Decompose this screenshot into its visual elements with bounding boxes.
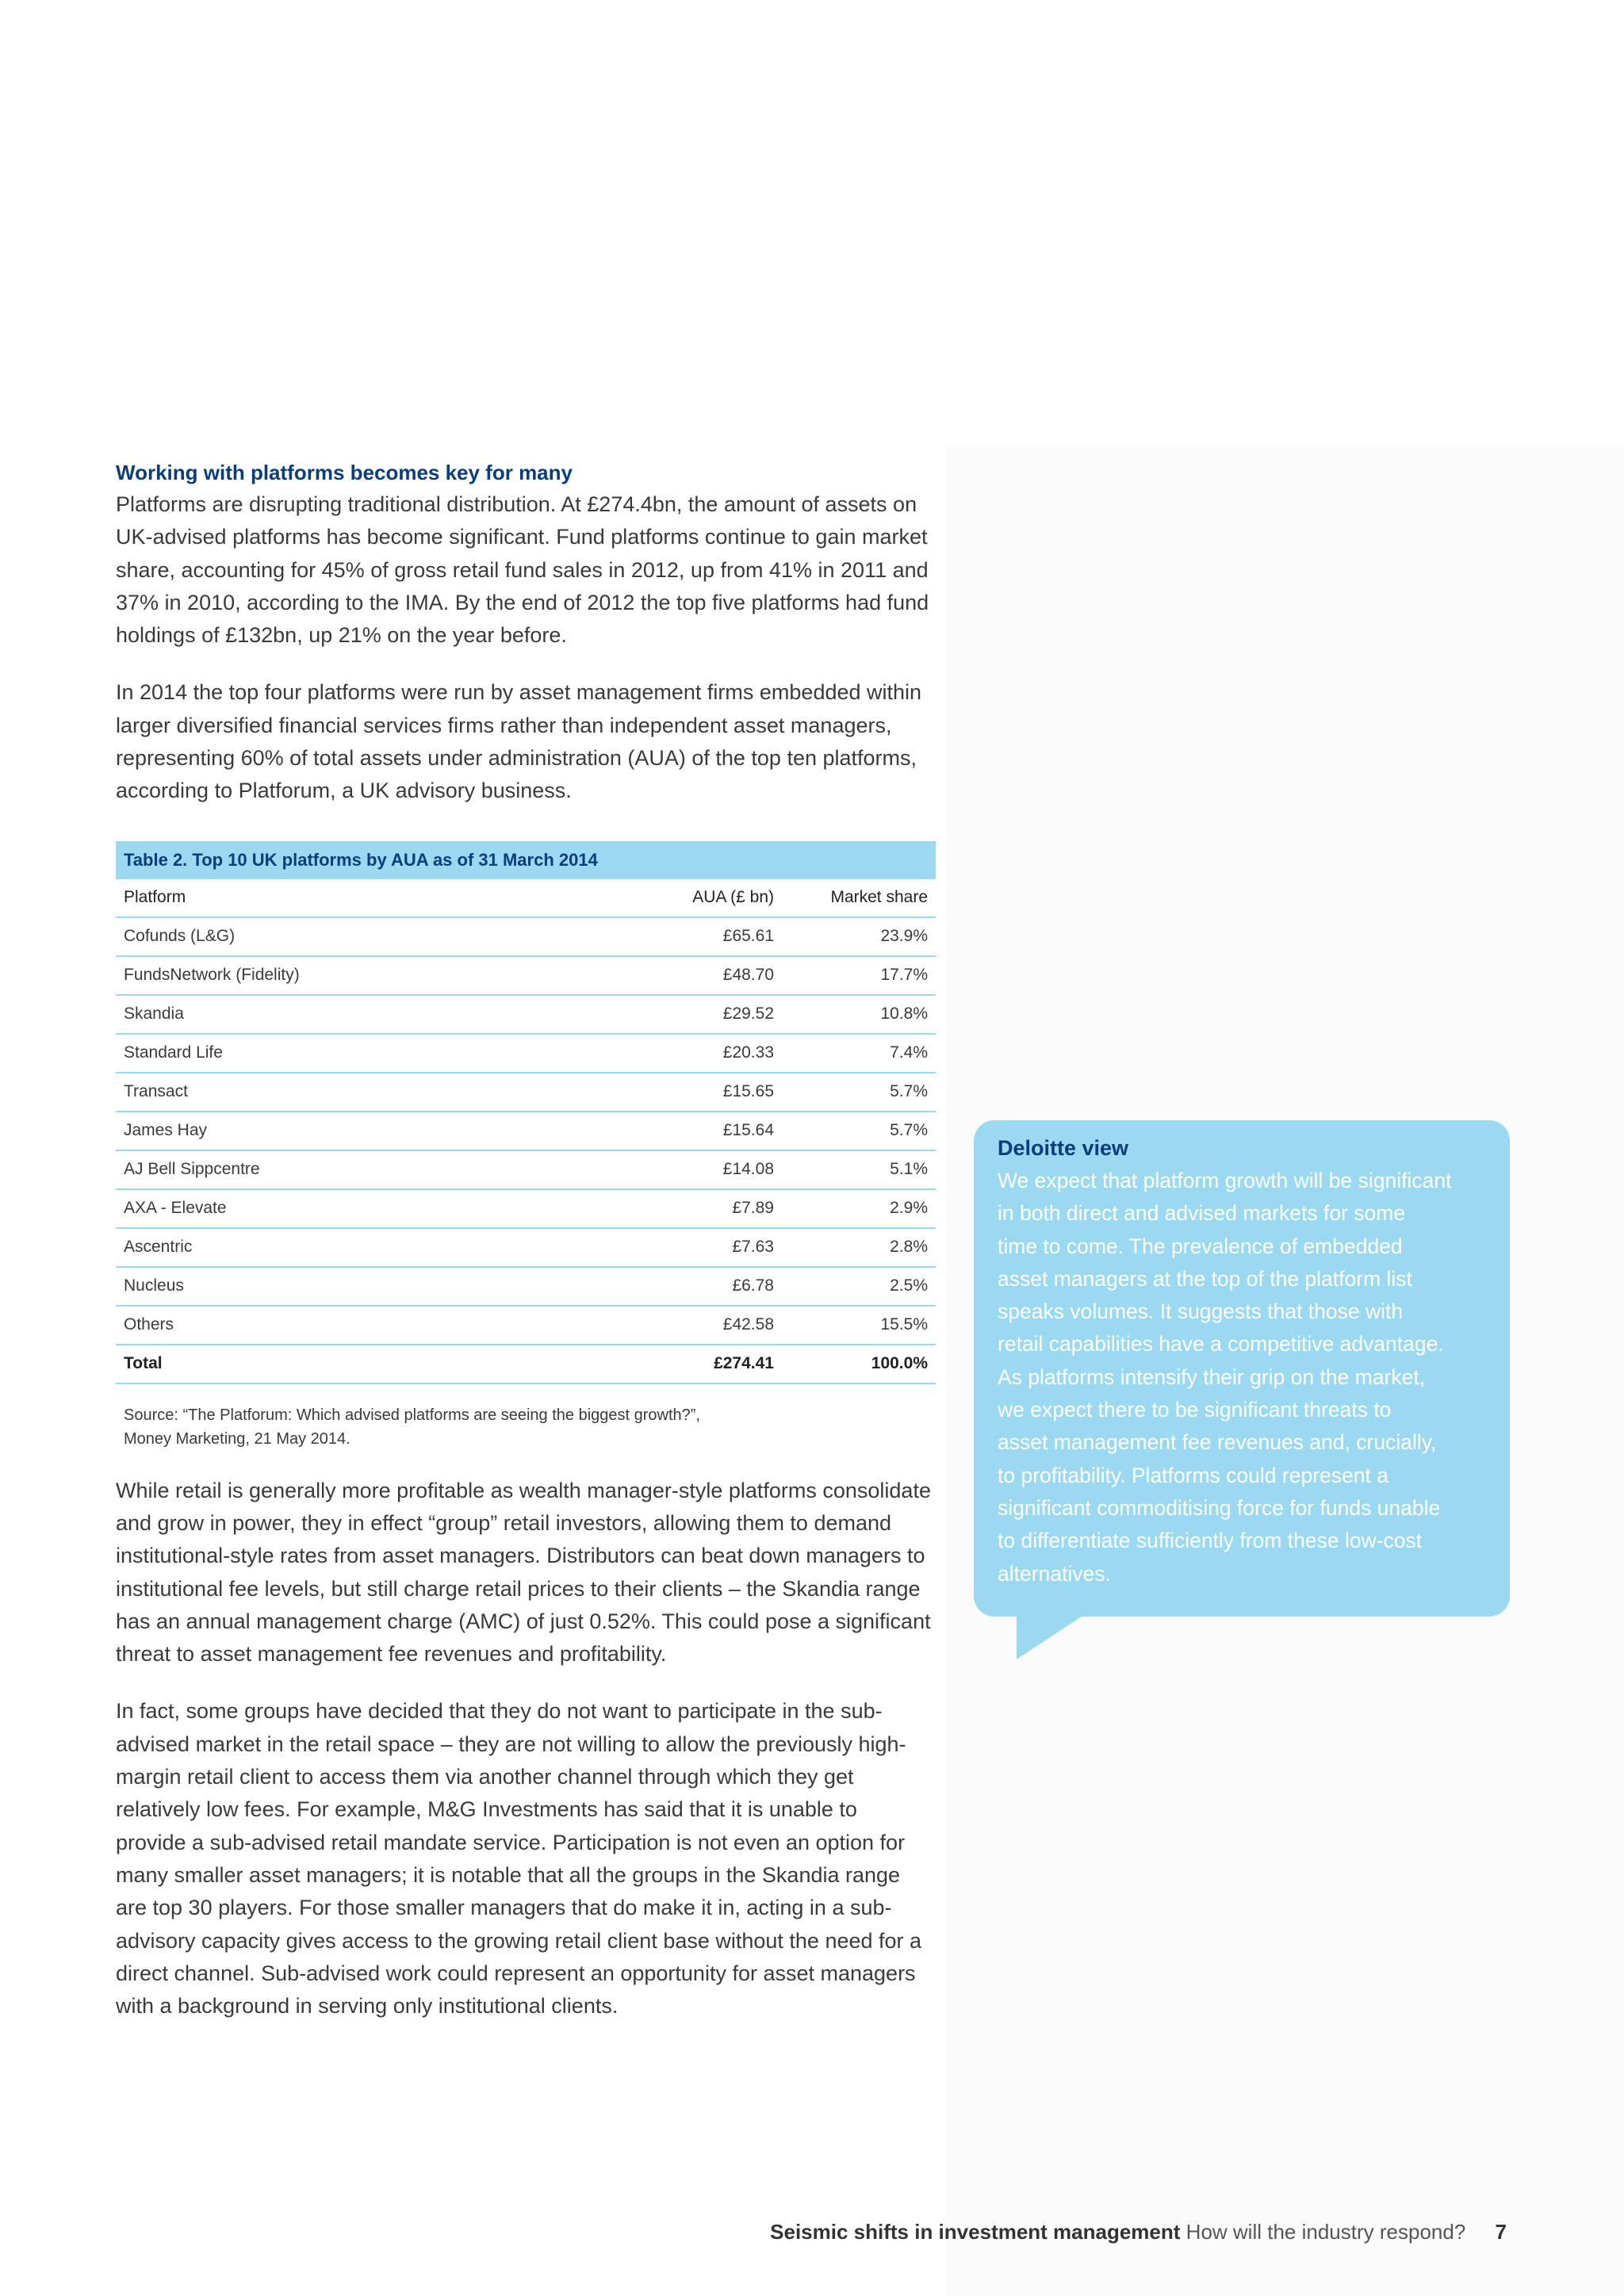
cell-platform: FundsNetwork (Fidelity): [116, 956, 639, 995]
table-row: [116, 1267, 936, 1306]
cell-aua: £48.70: [639, 956, 782, 995]
cell-platform: Nucleus: [116, 1267, 639, 1306]
callout-tail: [1017, 1617, 1082, 1659]
cell-share: 5.7%: [782, 1112, 936, 1150]
footer-title: Seismic shifts in investment management: [770, 2220, 1181, 2244]
cell-aua: £15.64: [639, 1112, 782, 1150]
callout-line: in both direct and advised markets for some: [998, 1201, 1406, 1226]
cell-platform: Total: [116, 1345, 639, 1383]
callout-line: time to come. The prevalence of embedded: [998, 1234, 1403, 1258]
cell-share: 5.7%: [782, 1073, 936, 1112]
main-column: [116, 457, 933, 2047]
table-grid: [116, 879, 936, 1384]
callout-line: As platforms intensify their grip on the market,: [998, 1364, 1426, 1389]
table-row: [116, 1306, 936, 1345]
table-row: [116, 1034, 936, 1073]
cell-platform: Others: [116, 1306, 639, 1345]
table-row: [116, 1228, 936, 1267]
table-row: [116, 917, 936, 956]
source-line-1: Source: “The Platforum: Which advised platforms are seeing the biggest growth?”,: [124, 1406, 701, 1424]
callout-line: speaks volumes. It suggests that those with: [998, 1299, 1404, 1324]
table-header-row: [116, 879, 936, 917]
section-heading: Working with platforms becomes key for many: [116, 461, 573, 484]
page-number: 7: [1495, 2220, 1507, 2244]
cell-platform: AJ Bell Sippcentre: [116, 1150, 639, 1189]
cell-share: 10.8%: [782, 995, 936, 1034]
header-aua: AUA (£ bn): [639, 879, 782, 917]
cell-platform: James Hay: [116, 1112, 639, 1150]
body-paragraph-4: In fact, some groups have decided that they do not want to participate in the sub-advised market in the retail space – they are not willing to allow the previously high-margin retail client to access them via another channel through which they get relatively low fees. For example, M&G Investments has said that it is unable to provide a sub-advised retail mandate service. Participation is not even an option for many smaller asset managers; it is notable that all the groups in the Skandia range are top 30 players. For those smaller managers that do make it in, acting in a sub-advisory capacity gives access to the growing retail client base without the need for a direct channel. Sub-advised work could represent an opportunity for asset managers with a background in serving only institutional clients.: [116, 1699, 922, 2019]
cell-aua: £29.52: [639, 995, 782, 1034]
source-line-2: Money Marketing, 21 May 2014.: [124, 1429, 350, 1448]
body-paragraph-2: In 2014 the top four platforms were run by asset management firms embedded within larger diversified financial services firms rather than independent asset managers, representing 60% of total assets under administration (AUA) of the top ten platforms, according to Platforum, a UK advisory business.: [116, 680, 922, 803]
deloitte-view-callout: [974, 1120, 1510, 1617]
table-row: [116, 995, 936, 1034]
page-footer: [770, 2220, 1507, 2244]
callout-line: we expect there to be significant threats to: [998, 1398, 1392, 1422]
cell-aua: £65.61: [639, 917, 782, 956]
header-market-share: Market share: [782, 879, 936, 917]
cell-platform: Cofunds (L&G): [116, 917, 639, 956]
callout-line: significant commoditising force for funds unable: [998, 1495, 1441, 1520]
cell-aua: £7.63: [639, 1228, 782, 1267]
cell-platform: AXA - Elevate: [116, 1189, 639, 1228]
cell-aua: £7.89: [639, 1189, 782, 1228]
cell-share: 17.7%: [782, 956, 936, 995]
callout-title: Deloitte view: [998, 1136, 1129, 1160]
cell-share: 2.5%: [782, 1267, 936, 1306]
header-platform: Platform: [116, 879, 639, 917]
table-source: [116, 1403, 936, 1451]
cell-share: 15.5%: [782, 1306, 936, 1345]
callout-text: [998, 1165, 1486, 1590]
cell-platform: Ascentric: [116, 1228, 639, 1267]
cell-share: 5.1%: [782, 1150, 936, 1189]
table-row: [116, 956, 936, 995]
cell-share: 100.0%: [782, 1345, 936, 1383]
table-row: [116, 1150, 936, 1189]
cell-aua: £42.58: [639, 1306, 782, 1345]
table-total-row: [116, 1345, 936, 1383]
callout-line: We expect that platform growth will be significant: [998, 1169, 1452, 1192]
cell-share: 2.9%: [782, 1189, 936, 1228]
table-row: [116, 1073, 936, 1112]
body-paragraph-1: Platforms are disrupting traditional distribution. At £274.4bn, the amount of assets on UK-advised platforms has become significant. Fund platforms continue to gain market share, accounting for 45% of gross retail fund sales in 2012, up from 41% in 2011 and 37% in 2010, according to the IMA. By the end of 2012 the top five platforms had fund holdings of £132bn, up 21% on the year before.: [116, 492, 929, 648]
callout-line: retail capabilities have a competitive advantage.: [998, 1332, 1444, 1357]
cell-share: 2.8%: [782, 1228, 936, 1267]
cell-platform: Skandia: [116, 995, 639, 1034]
cell-platform: Standard Life: [116, 1034, 639, 1073]
cell-share: 7.4%: [782, 1034, 936, 1073]
cell-platform: Transact: [116, 1073, 639, 1112]
body-paragraph-3: While retail is generally more profitable as wealth manager-style platforms consolidate and grow in power, they in effect “group” retail investors, allowing them to demand institutional-style rates from asset managers. Distributors can beat down managers to institutional fee levels, but still charge retail prices to their clients – the Skandia range has an annual management charge (AMC) of just 0.52%. This could pose a significant threat to asset management fee revenues and profitability.: [116, 1478, 931, 1667]
cell-share: 23.9%: [782, 917, 936, 956]
footer-subtitle: How will the industry respond?: [1185, 2220, 1466, 2244]
callout-line: asset management fee revenues and, crucially,: [998, 1430, 1437, 1455]
platforms-table: [116, 841, 936, 1451]
callout-line: asset managers at the top of the platform list: [998, 1266, 1412, 1291]
callout-line: alternatives.: [998, 1561, 1111, 1586]
cell-aua: £6.78: [639, 1267, 782, 1306]
table-row: [116, 1189, 936, 1228]
callout-line: to differentiate sufficiently from these low-cost: [998, 1529, 1423, 1553]
table-title: Table 2. Top 10 UK platforms by AUA as of 31 March 2014: [116, 841, 936, 879]
cell-aua: £15.65: [639, 1073, 782, 1112]
table-row: [116, 1112, 936, 1150]
callout-line: to profitability. Platforms could represent a: [998, 1463, 1388, 1487]
cell-aua: £274.41: [639, 1345, 782, 1383]
cell-aua: £20.33: [639, 1034, 782, 1073]
cell-aua: £14.08: [639, 1150, 782, 1189]
